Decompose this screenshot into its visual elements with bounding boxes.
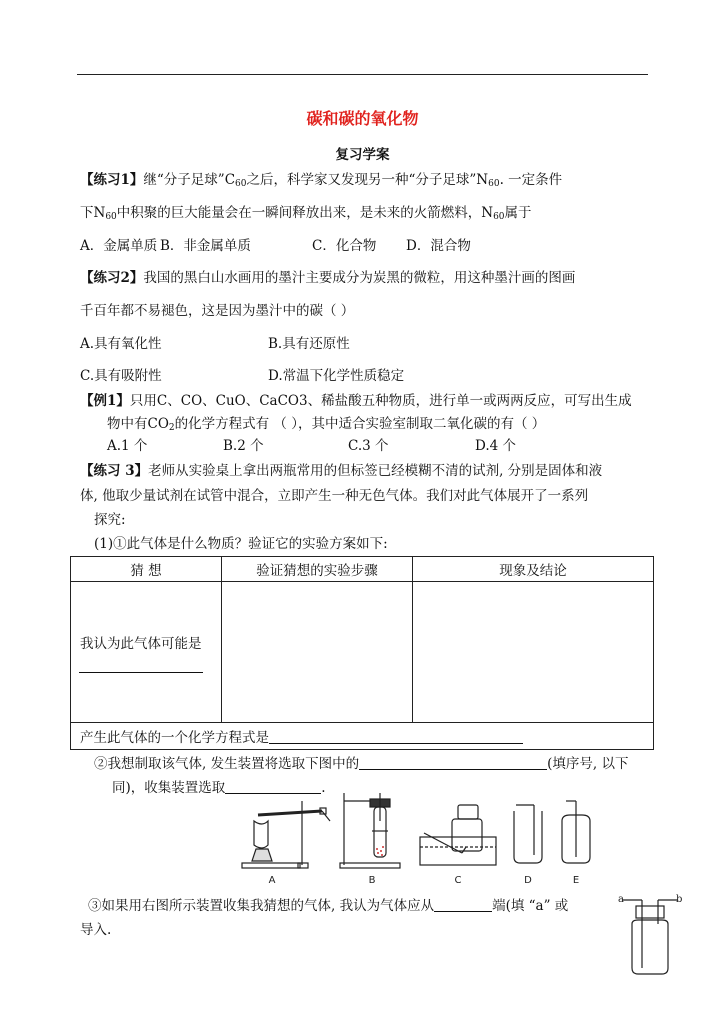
example1-option-b: B.2 个	[223, 438, 264, 454]
ex1-option-a: A．金属单质	[80, 238, 158, 254]
ex2-line2: 千百年都不易褪色，这是因为墨汁中的碳（ ）	[80, 303, 355, 319]
generator-blank[interactable]	[359, 757, 547, 770]
table-header-steps: 验证猜想的实验步骤	[222, 557, 413, 582]
equation-blank[interactable]	[269, 731, 523, 744]
page-subtitle: 复习学案	[335, 147, 390, 163]
ex2-line1: 【练习2】我国的黑白山水画用的墨汁主要成分为炭黑的微粒，用这种墨汁画的图画	[80, 270, 576, 286]
ex3-question3-line2: 导入.	[80, 922, 112, 938]
ex2-option-a: A.具有氧化性	[80, 336, 162, 352]
apparatus-figure	[236, 791, 596, 887]
example1-line2: 物中有$CO_2$的化学方程式有 （ ），其中适合实验室制取二氧化碳的有（ ）	[107, 416, 546, 433]
ex3-label: 【练习 3】	[80, 463, 149, 479]
apparatus-c	[420, 805, 496, 865]
ex3-line1: 【练习 3】老师从实验桌上拿出两瓶常用的但标签已经模糊不清的试剂, 分别是固体和液	[80, 463, 603, 479]
ex3-question3-line1: ③如果用右图所示装置收集我猜想的气体, 我认为气体应从 端(填 “a” 或	[88, 898, 569, 914]
header-rule	[77, 74, 648, 75]
apparatus-label-a: A	[268, 875, 276, 886]
apparatus-label-c: C	[454, 875, 462, 886]
bottle-label-a: a	[618, 894, 624, 905]
ex2-option-c: C.具有吸附性	[80, 368, 162, 384]
table-header-guess: 猜 想	[71, 557, 222, 582]
apparatus-label-b: B	[368, 875, 376, 886]
ex1-option-d: D．混合物	[406, 238, 471, 254]
guess-answer-blank[interactable]	[79, 672, 203, 673]
table-header-result: 现象及结论	[413, 557, 654, 582]
example1-option-d: D.4 个	[475, 438, 517, 454]
guess-label: 我认为此气体可能是	[80, 636, 202, 652]
result-cell[interactable]	[413, 582, 654, 723]
ex1-line2: 下$N_{60}$中积聚的巨大能量会在一瞬间释放出来，是未来的火箭燃料，$N_{60}$属于	[80, 205, 532, 222]
gas-inlet-blank[interactable]	[434, 899, 492, 912]
equation-cell	[71, 723, 654, 750]
apparatus-d	[514, 805, 542, 863]
guess-cell	[71, 582, 222, 723]
page-title: 碳和碳的氧化物	[306, 109, 419, 128]
apparatus-a	[242, 801, 330, 868]
ex2-label: 【练习2】	[80, 270, 144, 286]
ex2-option-b: B.具有还原性	[268, 336, 350, 352]
bottle-stopper	[636, 906, 664, 918]
apparatus-a-base	[242, 863, 300, 868]
experiment-table	[70, 556, 654, 750]
apparatus-e	[562, 801, 590, 863]
steps-cell[interactable]	[222, 582, 413, 723]
example1-label: 【例1】	[80, 393, 130, 409]
example1-line1: 【例1】只用C、CO、CuO、CaCO3、稀盐酸五种物质，进行单一或两两反应，可写出生成	[80, 393, 632, 409]
ex1-option-c: C．化合物	[312, 238, 377, 254]
equation-label: 产生此气体的一个化学方程式是	[80, 730, 269, 746]
ex3-question2-line1: ②我想制取该气体, 发生装置将选取下图中的 (填序号, 以下	[94, 756, 629, 772]
ex1-option-b: B．非金属单质	[160, 238, 251, 254]
ex2-option-d: D.常温下化学性质稳定	[268, 368, 405, 384]
ex1-label: 【练习1】	[80, 172, 144, 188]
example1-option-a: A.1 个	[107, 438, 148, 454]
apparatus-b	[340, 793, 400, 868]
gas-bottle-figure	[614, 890, 686, 976]
bottle-body	[632, 920, 668, 974]
example1-option-c: C.3 个	[348, 438, 389, 454]
apparatus-label-d: D	[524, 875, 532, 886]
ex3-question1: (1)①此气体是什么物质？验证它的实验方案如下:	[94, 536, 388, 552]
ex3-line3: 探究:	[94, 512, 126, 528]
bottle-label-b: b	[676, 894, 683, 905]
apparatus-label-e: E	[572, 875, 580, 886]
ex1-line1: 【练习1】继“分子足球$”C_{60}$之后，科学家又发现另一种“分子足球$”N_{60}$. 一定条件	[80, 172, 563, 189]
ex3-question2-line2: 同)，收集装置选取 .	[112, 780, 326, 796]
ex3-line2: 体, 他取少量试剂在试管中混合，立即产生一种无色气体。我们对此气体展开了一系列	[80, 488, 589, 504]
